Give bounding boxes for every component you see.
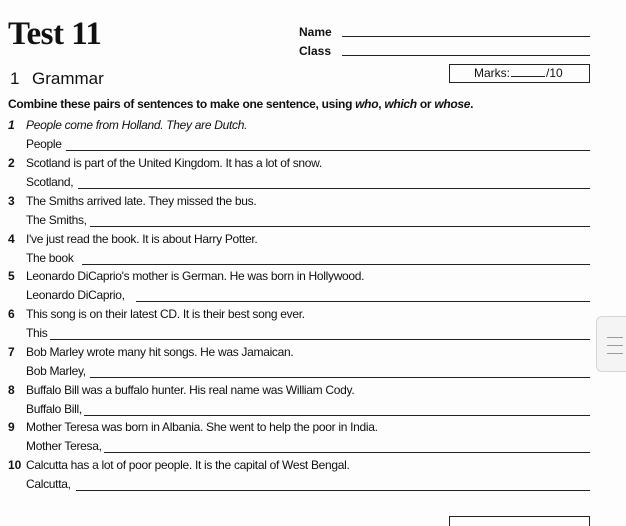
exercise-item (0, 307, 626, 345)
instruction-prefix: Combine these pairs of sentences to make one sentence, using (8, 97, 356, 111)
item-sentence: Leonardo DiCaprio's mother is German. He was born in Hollywood. (26, 269, 365, 283)
item-starter: This (26, 326, 48, 340)
item-starter: Calcutta, (26, 477, 71, 491)
item-sentence: Bob Marley wrote many hit songs. He was Jamaican. (26, 345, 294, 359)
answer-line[interactable] (104, 452, 590, 453)
item-number: 9 (8, 420, 15, 434)
marks-total: /10 (546, 66, 563, 80)
item-sentence: I've just read the book. It is about Harry Potter. (26, 232, 258, 246)
answer-line[interactable] (50, 339, 590, 340)
handle-grip-line (607, 337, 623, 338)
item-sentence: People come from Holland. They are Dutch. (26, 118, 248, 132)
class-field[interactable] (342, 55, 590, 56)
answer-line[interactable] (84, 415, 590, 416)
item-starter: The Smiths, (26, 213, 87, 227)
instruction-word-which: which (384, 97, 417, 111)
item-sentence: Mother Teresa was born in Albania. She went to help the poor in India. (26, 420, 378, 434)
item-sentence: The Smiths arrived late. They missed the bus. (26, 194, 257, 208)
item-number: 4 (8, 232, 15, 246)
item-number: 10 (8, 458, 22, 472)
item-sentence: Calcutta has a lot of poor people. It is the capital of West Bengal. (26, 458, 350, 472)
item-number: 8 (8, 383, 15, 397)
item-number: 1 (8, 118, 15, 132)
answer-line[interactable] (136, 301, 590, 302)
instruction-text (8, 97, 473, 111)
exercise-item (0, 269, 626, 307)
section-number: 1 (10, 69, 20, 88)
item-starter: Scotland, (26, 175, 74, 189)
section-title: Grammar (32, 69, 104, 88)
exercise-item (0, 420, 626, 458)
item-starter: Mother Teresa, (26, 439, 102, 453)
class-label: Class (299, 44, 332, 58)
answer-line[interactable] (76, 490, 590, 491)
exercise-item (0, 345, 626, 383)
handle-grip-line (607, 353, 623, 354)
item-sentence: Buffalo Bill was a buffalo hunter. His real name was William Cody. (26, 383, 355, 397)
exercise-item (0, 156, 626, 194)
marks-label: Marks: (474, 66, 510, 80)
instruction-end: . (470, 97, 474, 111)
item-number: 2 (8, 156, 15, 170)
item-starter: Buffalo Bill, (26, 402, 82, 416)
exercise-item (0, 458, 626, 496)
answer-line[interactable] (66, 150, 590, 151)
side-panel-handle[interactable] (596, 316, 626, 372)
item-starter: Leonardo DiCaprio, (26, 288, 125, 302)
exercise-item (0, 232, 626, 270)
handle-grip-line (607, 345, 623, 346)
instruction-separator: or (416, 97, 435, 111)
exercise-item (0, 118, 626, 156)
item-starter: People (26, 137, 62, 151)
marks-box (449, 64, 590, 83)
instruction-separator: , (378, 97, 385, 111)
answer-line[interactable] (90, 226, 590, 227)
item-number: 7 (8, 345, 15, 359)
item-number: 5 (8, 269, 15, 283)
exercise-item (0, 194, 626, 232)
exercise-item (0, 383, 626, 421)
name-label: Name (299, 25, 332, 39)
answer-line[interactable] (78, 188, 590, 189)
answer-line[interactable] (82, 264, 590, 265)
next-marks-box (449, 516, 590, 526)
item-sentence: Scotland is part of the United Kingdom. It has a lot of snow. (26, 156, 322, 170)
item-sentence: This song is on their latest CD. It is their best song ever. (26, 307, 305, 321)
item-number: 6 (8, 307, 15, 321)
test-title: Test 11 (8, 16, 102, 52)
instruction-word-who: who (355, 97, 379, 111)
item-starter: The book (26, 251, 74, 265)
item-number: 3 (8, 194, 15, 208)
item-starter: Bob Marley, (26, 364, 86, 378)
section-heading (10, 69, 104, 89)
answer-line[interactable] (90, 377, 590, 378)
instruction-word-whose: whose (434, 97, 471, 111)
marks-score-field[interactable] (511, 76, 545, 77)
name-field[interactable] (342, 36, 590, 37)
